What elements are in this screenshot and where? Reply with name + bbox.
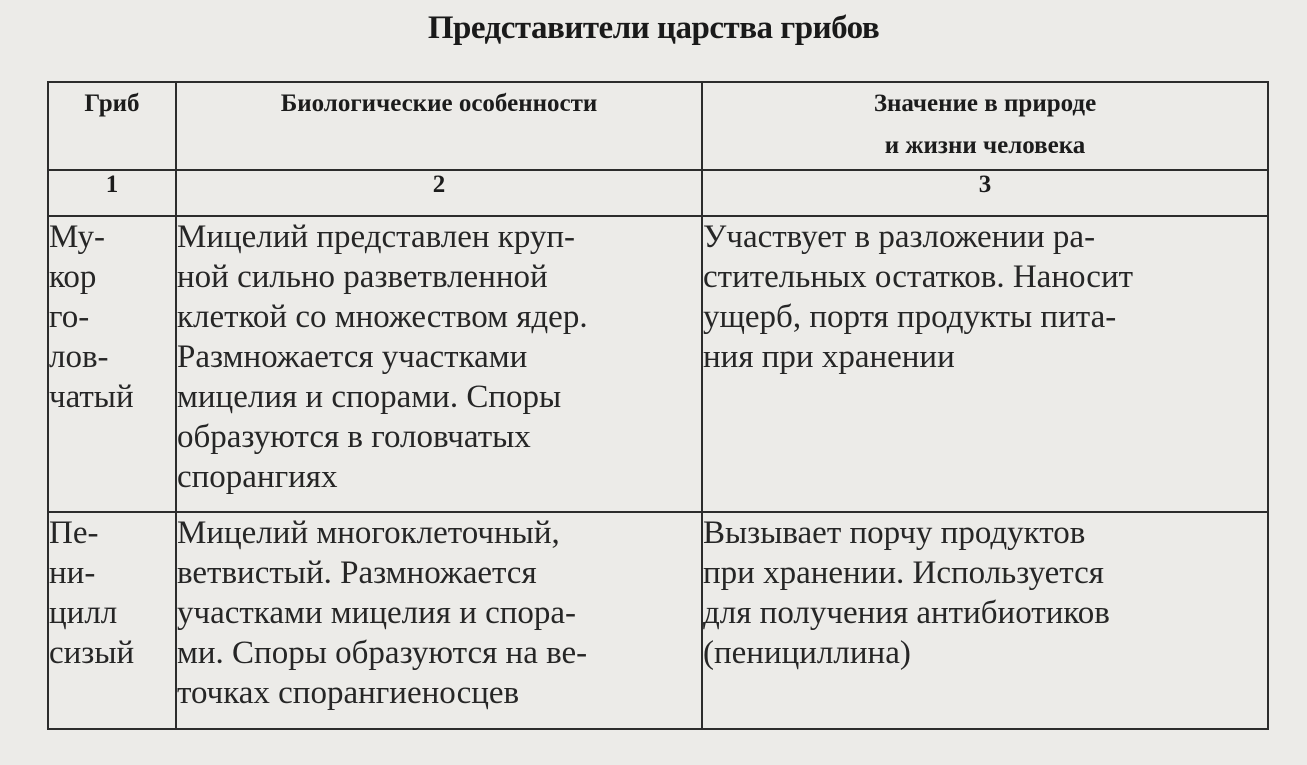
number-row — [48, 170, 1268, 216]
text-line: участками мицелия и спора- — [177, 595, 577, 631]
table-row — [48, 216, 1268, 512]
biological-features — [176, 216, 702, 512]
text-line: (пенициллина) — [703, 635, 911, 671]
text-line: ной сильно разветвленной — [177, 259, 548, 295]
significance — [702, 216, 1268, 512]
header-significance-line: Значение в природе — [873, 90, 1097, 117]
significance — [702, 512, 1268, 729]
text-line: точках спорангиеносцев — [177, 675, 520, 711]
text-line: Пе- — [49, 515, 99, 551]
text-line: ветвистый. Размножается — [177, 555, 537, 591]
text-line: для получения антибиотиков — [703, 595, 1110, 631]
header-significance — [702, 82, 1268, 170]
fungus-name — [48, 216, 176, 512]
text-line: спорангиях — [177, 459, 338, 495]
text-line: Му- — [49, 219, 106, 255]
text-line: Вызывает порчу продуктов — [703, 515, 1086, 551]
page-title: Представители царства грибов — [427, 10, 880, 46]
header-significance-line: и жизни человека — [884, 132, 1086, 159]
biological-features — [176, 512, 702, 729]
text-line: мицелия и спорами. Споры — [177, 379, 562, 415]
header-row — [48, 82, 1268, 170]
header-fungus: Гриб — [48, 82, 176, 170]
text-line: лов- — [49, 339, 109, 375]
text-line: го- — [49, 299, 90, 335]
text-line: образуются в головчатых — [177, 419, 531, 455]
text-line: сизый — [49, 635, 135, 671]
text-line: ни- — [49, 555, 96, 591]
text-line: ми. Споры образуются на ве- — [177, 635, 588, 671]
text-line: цилл — [49, 595, 118, 631]
text-line: кор — [49, 259, 97, 295]
text-line: при хранении. Используется — [703, 555, 1104, 591]
table-row — [48, 512, 1268, 729]
column-number: 3 — [702, 170, 1268, 216]
text-line: Размножается участками — [177, 339, 528, 375]
text-line: Мицелий многоклеточный, — [177, 515, 560, 551]
header-biological-features: Биологические особенности — [176, 82, 702, 170]
column-number: 2 — [176, 170, 702, 216]
fungus-name — [48, 512, 176, 729]
text-line: Мицелий представлен круп- — [177, 219, 576, 255]
text-line: ущерб, портя продукты пита- — [703, 299, 1117, 335]
text-line: клеткой со множеством ядер. — [177, 299, 588, 335]
text-line: чатый — [49, 379, 134, 415]
column-number: 1 — [48, 170, 176, 216]
text-line: стительных остатков. Наносит — [703, 259, 1134, 295]
text-line: ния при хранении — [703, 339, 955, 375]
fungi-table — [47, 81, 1269, 730]
text-line: Участвует в разложении ра- — [703, 219, 1096, 255]
